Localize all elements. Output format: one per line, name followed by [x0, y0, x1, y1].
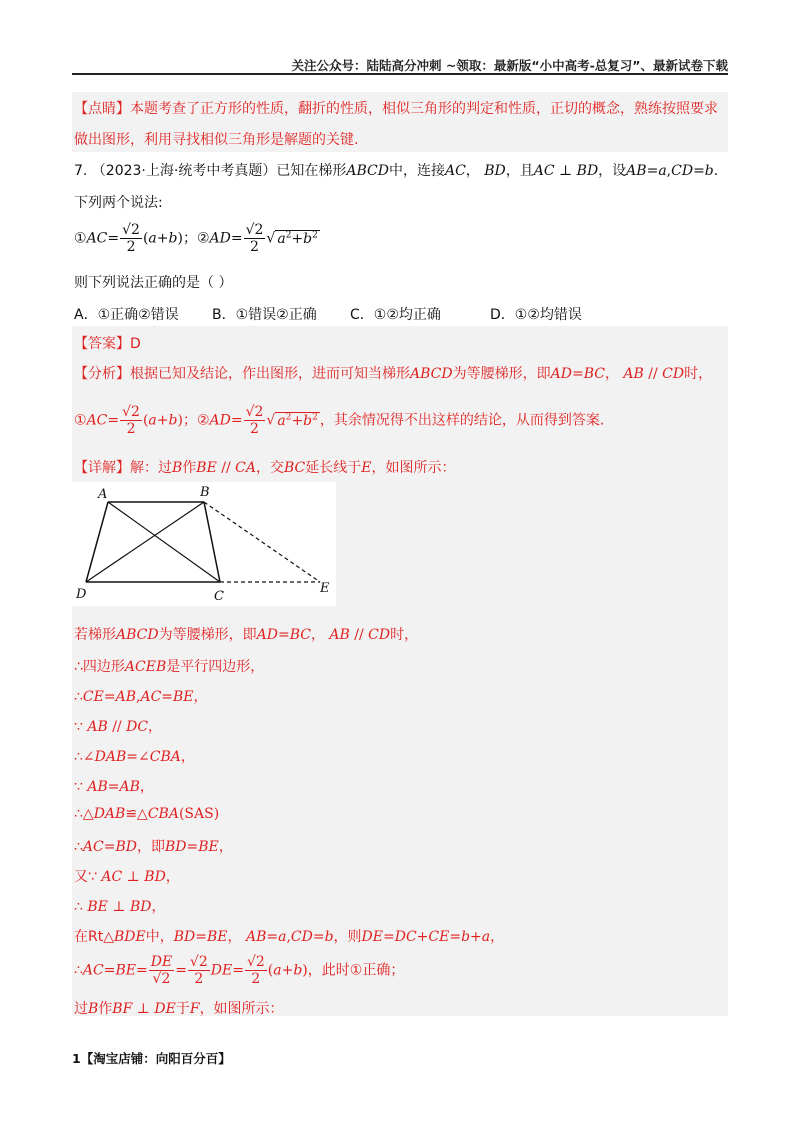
dianjing-line1: 【点睛】本题考查了正方形的性质，翻折的性质，相似三角形的判定和性质，正切的概念，熟练按照要求: [74, 101, 718, 117]
page-footer: 1【淘宝店铺：向阳百分百】: [72, 1051, 231, 1066]
diagonal-ac: [108, 502, 220, 582]
option-c: C．①②均正确: [350, 307, 441, 323]
page-header: 关注公众号：陆陆高分冲刺 ~领取：最新版“小中高考-总复习”、最新试卷下载: [291, 58, 728, 73]
trapezoid-diagram: [72, 482, 336, 606]
proof-line-10: ∴ BE ⊥ BD，: [74, 899, 166, 915]
proof-line-3: ∴CE=AB,AC=BE，: [74, 689, 208, 705]
question-statements: ①AC= $\frac{√2}{2}$ (a+b)；②AD= $\frac{√2}{2}$ √ $a^2+b^2$: [74, 222, 318, 255]
proof-line-6: ∵ AB=AB，: [74, 779, 154, 795]
header-rule: [72, 73, 728, 75]
option-b: B．①错误②正确: [212, 307, 317, 323]
question-options-prompt: 则下列说法正确的是（ ）: [74, 275, 233, 291]
proof-line-4: ∵ AB // DC，: [74, 719, 163, 735]
label-a: A: [98, 487, 108, 502]
proof-line-9: 又∵ AC ⊥ BD，: [74, 869, 180, 885]
label-e: E: [320, 581, 330, 596]
proof-line-2: ∴四边形ACEB是平行四边形，: [74, 659, 265, 675]
detail-line: 【详解】解：过B作BE // CA，交BC延长线于E，如图所示：: [74, 460, 456, 476]
question-line2: 下列两个说法:: [74, 195, 163, 211]
label-b: B: [200, 485, 210, 500]
proof-line-11: 在Rt△BDE中，BD=BE， AB=a,CD=b，则DE=DC+CE=b+a，: [74, 929, 505, 945]
proof-line-13: 过B作BF ⊥ DE于F，如图所示：: [74, 1001, 284, 1017]
proof-line-5: ∴∠DAB=∠CBA，: [74, 749, 195, 765]
proof-line-1: 若梯形ABCD为等腰梯形，即AD=BC， AB // CD时，: [74, 627, 419, 643]
dashed-be: [204, 502, 320, 582]
analysis-line1: 【分析】根据已知及结论，作出图形，进而可知当梯形ABCD为等腰梯形，即AD=BC， AB // CD时，: [74, 366, 713, 382]
trapezoid-figure: [72, 482, 336, 606]
proof-line-8: ∴AC=BD，即BD=BE，: [74, 839, 233, 855]
diagonal-bd: [86, 502, 204, 582]
option-a: A．①正确②错误: [74, 307, 179, 323]
proof-line-7: ∴△DAB≌△CBA(SAS): [74, 806, 220, 822]
analysis-line2: ①AC= $\frac{√2}{2}$ (a+b)；②AD= $\frac{√2}{2}$ √ $a^2+b^2$ ，其余情况得不出这样的结论，从而得到答案.: [74, 404, 605, 437]
question-stem: 7. （2023·上海·统考中考真题）已知在梯形ABCD中，连接AC， BD，且AC ⊥ BD，设AB=a,CD=b.: [74, 163, 719, 179]
label-c: C: [214, 589, 224, 604]
dianjing-line2: 做出图形，利用寻找相似三角形是解题的关键.: [74, 132, 359, 148]
proof-line-12: ∴AC=BE= $\frac{DE}{√2}$ = $\frac{√2}{2}$ DE= $\frac{√2}{2}$ (a+b)，此时①正确；: [74, 954, 405, 987]
option-d: D．①②均错误: [490, 307, 582, 323]
label-d: D: [76, 587, 87, 602]
answer-label: 【答案】D: [74, 336, 141, 352]
segment-bc: [204, 502, 220, 582]
